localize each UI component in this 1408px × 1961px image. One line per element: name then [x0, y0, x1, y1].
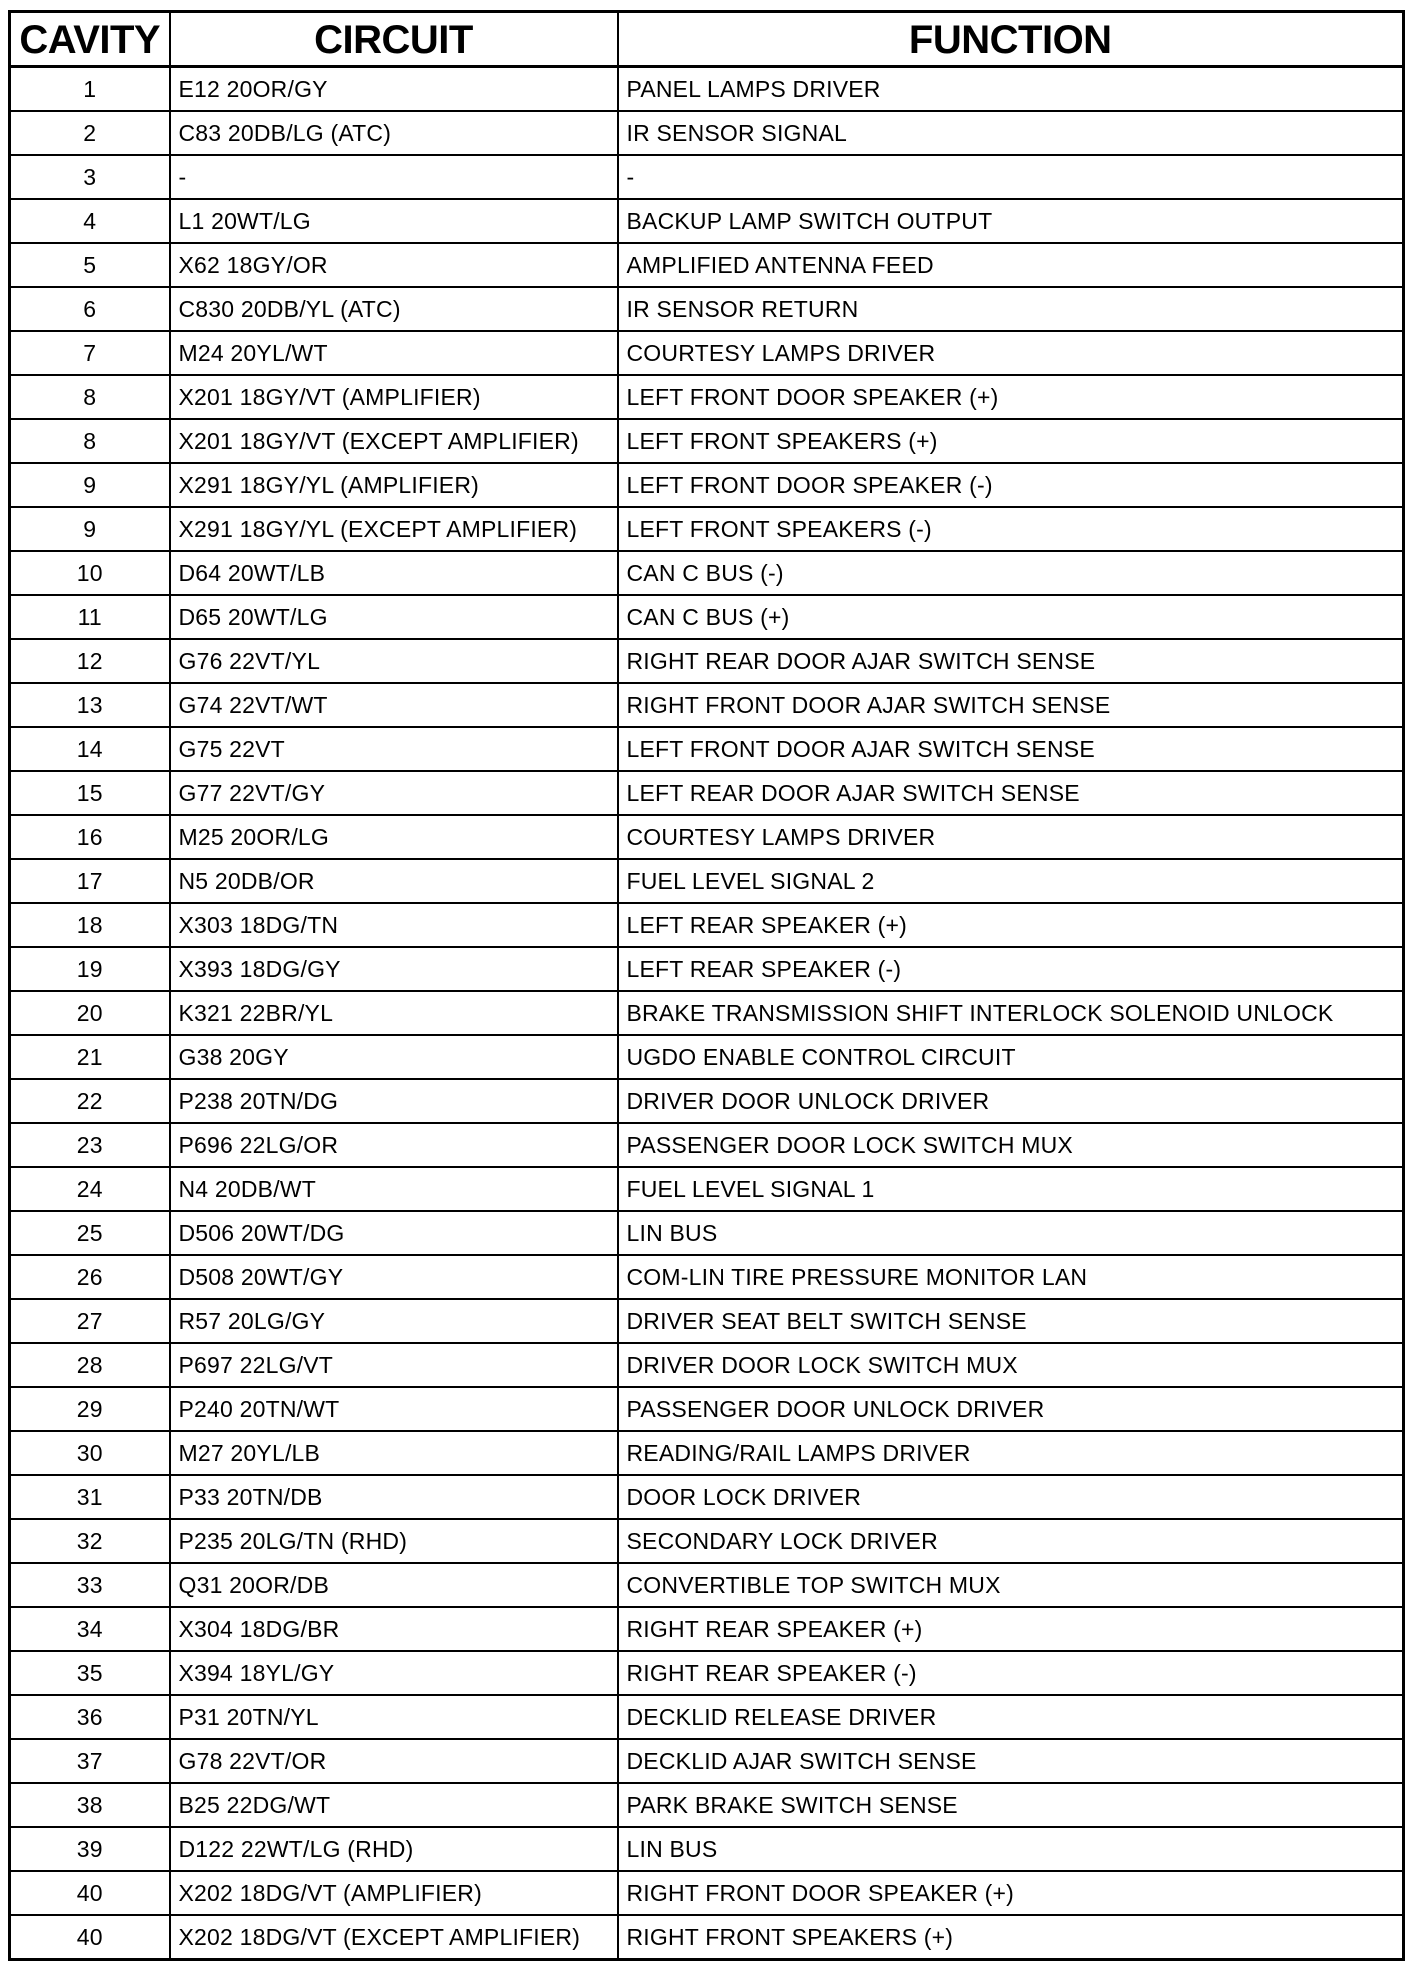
function-cell: LEFT FRONT DOOR SPEAKER (+)	[618, 375, 1404, 419]
circuit-cell: X393 18DG/GY	[170, 947, 618, 991]
circuit-cell: X202 18DG/VT (EXCEPT AMPLIFIER)	[170, 1915, 618, 1960]
table-row	[10, 1079, 1404, 1123]
function-cell: FUEL LEVEL SIGNAL 1	[618, 1167, 1404, 1211]
function-cell: RIGHT REAR DOOR AJAR SWITCH SENSE	[618, 639, 1404, 683]
table-row	[10, 243, 1404, 287]
table-row	[10, 1035, 1404, 1079]
table-row	[10, 947, 1404, 991]
function-cell: PANEL LAMPS DRIVER	[618, 67, 1404, 112]
circuit-cell: P33 20TN/DB	[170, 1475, 618, 1519]
cavity-cell: 16	[10, 815, 170, 859]
circuit-cell: N5 20DB/OR	[170, 859, 618, 903]
function-cell: DOOR LOCK DRIVER	[618, 1475, 1404, 1519]
function-cell: LEFT FRONT SPEAKERS (+)	[618, 419, 1404, 463]
function-cell: PASSENGER DOOR UNLOCK DRIVER	[618, 1387, 1404, 1431]
function-cell: COURTESY LAMPS DRIVER	[618, 331, 1404, 375]
function-cell: READING/RAIL LAMPS DRIVER	[618, 1431, 1404, 1475]
cavity-cell: 21	[10, 1035, 170, 1079]
table-row	[10, 595, 1404, 639]
cavity-cell: 12	[10, 639, 170, 683]
circuit-cell: P235 20LG/TN (RHD)	[170, 1519, 618, 1563]
circuit-cell: X201 18GY/VT (EXCEPT AMPLIFIER)	[170, 419, 618, 463]
circuit-cell: X291 18GY/YL (AMPLIFIER)	[170, 463, 618, 507]
cavity-cell: 28	[10, 1343, 170, 1387]
cavity-cell: 20	[10, 991, 170, 1035]
cavity-cell: 31	[10, 1475, 170, 1519]
circuit-cell: G76 22VT/YL	[170, 639, 618, 683]
function-cell: LIN BUS	[618, 1827, 1404, 1871]
circuit-cell: D64 20WT/LB	[170, 551, 618, 595]
cavity-cell: 37	[10, 1739, 170, 1783]
table-row	[10, 1475, 1404, 1519]
circuit-cell: G77 22VT/GY	[170, 771, 618, 815]
function-cell: DRIVER DOOR LOCK SWITCH MUX	[618, 1343, 1404, 1387]
circuit-cell: X303 18DG/TN	[170, 903, 618, 947]
function-cell: RIGHT REAR SPEAKER (+)	[618, 1607, 1404, 1651]
cavity-cell: 19	[10, 947, 170, 991]
circuit-cell: P696 22LG/OR	[170, 1123, 618, 1167]
cavity-cell: 38	[10, 1783, 170, 1827]
circuit-cell: X304 18DG/BR	[170, 1607, 618, 1651]
cavity-cell: 36	[10, 1695, 170, 1739]
connector-pinout-table	[8, 10, 1405, 1961]
circuit-cell: X201 18GY/VT (AMPLIFIER)	[170, 375, 618, 419]
function-cell: LEFT FRONT SPEAKERS (-)	[618, 507, 1404, 551]
cavity-cell: 18	[10, 903, 170, 947]
circuit-cell: G74 22VT/WT	[170, 683, 618, 727]
circuit-cell: D506 20WT/DG	[170, 1211, 618, 1255]
table-row	[10, 1915, 1404, 1960]
table-row	[10, 1871, 1404, 1915]
connector-pinout-sheet	[8, 10, 1402, 1961]
table-row	[10, 1387, 1404, 1431]
circuit-cell: M25 20OR/LG	[170, 815, 618, 859]
table-row	[10, 551, 1404, 595]
cavity-cell: 8	[10, 375, 170, 419]
function-cell: PASSENGER DOOR LOCK SWITCH MUX	[618, 1123, 1404, 1167]
function-cell: RIGHT FRONT DOOR SPEAKER (+)	[618, 1871, 1404, 1915]
function-cell: CONVERTIBLE TOP SWITCH MUX	[618, 1563, 1404, 1607]
circuit-cell: N4 20DB/WT	[170, 1167, 618, 1211]
table-row	[10, 639, 1404, 683]
cavity-cell: 11	[10, 595, 170, 639]
cavity-cell: 26	[10, 1255, 170, 1299]
cavity-cell: 13	[10, 683, 170, 727]
circuit-cell: C830 20DB/YL (ATC)	[170, 287, 618, 331]
cavity-cell: 9	[10, 463, 170, 507]
function-cell: CAN C BUS (+)	[618, 595, 1404, 639]
function-cell: LEFT REAR DOOR AJAR SWITCH SENSE	[618, 771, 1404, 815]
function-cell: -	[618, 155, 1404, 199]
function-cell: AMPLIFIED ANTENNA FEED	[618, 243, 1404, 287]
circuit-cell: P240 20TN/WT	[170, 1387, 618, 1431]
table-row	[10, 1255, 1404, 1299]
cavity-cell: 30	[10, 1431, 170, 1475]
table-row	[10, 1563, 1404, 1607]
cavity-cell: 5	[10, 243, 170, 287]
table-row	[10, 199, 1404, 243]
cavity-cell: 40	[10, 1871, 170, 1915]
table-row	[10, 331, 1404, 375]
circuit-cell: X62 18GY/OR	[170, 243, 618, 287]
cavity-cell: 3	[10, 155, 170, 199]
cavity-cell: 27	[10, 1299, 170, 1343]
cavity-cell: 29	[10, 1387, 170, 1431]
function-cell: UGDO ENABLE CONTROL CIRCUIT	[618, 1035, 1404, 1079]
cavity-cell: 1	[10, 67, 170, 112]
cavity-cell: 9	[10, 507, 170, 551]
cavity-cell: 15	[10, 771, 170, 815]
circuit-cell: -	[170, 155, 618, 199]
table-row	[10, 1299, 1404, 1343]
function-cell: LEFT FRONT DOOR SPEAKER (-)	[618, 463, 1404, 507]
function-cell: BRAKE TRANSMISSION SHIFT INTERLOCK SOLENOID UNLOCK	[618, 991, 1404, 1035]
cavity-cell: 40	[10, 1915, 170, 1960]
function-cell: DRIVER SEAT BELT SWITCH SENSE	[618, 1299, 1404, 1343]
circuit-cell: G78 22VT/OR	[170, 1739, 618, 1783]
cavity-cell: 39	[10, 1827, 170, 1871]
circuit-cell: Q31 20OR/DB	[170, 1563, 618, 1607]
table-row	[10, 683, 1404, 727]
header-row	[10, 12, 1404, 67]
cavity-cell: 25	[10, 1211, 170, 1255]
table-row	[10, 1827, 1404, 1871]
table-row	[10, 507, 1404, 551]
function-cell: PARK BRAKE SWITCH SENSE	[618, 1783, 1404, 1827]
table-row	[10, 67, 1404, 112]
cavity-cell: 17	[10, 859, 170, 903]
function-cell: COM-LIN TIRE PRESSURE MONITOR LAN	[618, 1255, 1404, 1299]
function-cell: BACKUP LAMP SWITCH OUTPUT	[618, 199, 1404, 243]
table-row	[10, 111, 1404, 155]
circuit-cell: L1 20WT/LG	[170, 199, 618, 243]
circuit-cell: K321 22BR/YL	[170, 991, 618, 1035]
function-cell: RIGHT FRONT SPEAKERS (+)	[618, 1915, 1404, 1960]
function-cell: LEFT REAR SPEAKER (+)	[618, 903, 1404, 947]
cavity-cell: 14	[10, 727, 170, 771]
circuit-cell: X202 18DG/VT (AMPLIFIER)	[170, 1871, 618, 1915]
table-row	[10, 1739, 1404, 1783]
table-row	[10, 903, 1404, 947]
table-row	[10, 1123, 1404, 1167]
table-row	[10, 991, 1404, 1035]
circuit-cell: M24 20YL/WT	[170, 331, 618, 375]
cavity-cell: 23	[10, 1123, 170, 1167]
table-row	[10, 1343, 1404, 1387]
cavity-cell: 2	[10, 111, 170, 155]
circuit-cell: C83 20DB/LG (ATC)	[170, 111, 618, 155]
circuit-cell: P238 20TN/DG	[170, 1079, 618, 1123]
table-row	[10, 815, 1404, 859]
table-row	[10, 1651, 1404, 1695]
circuit-cell: D508 20WT/GY	[170, 1255, 618, 1299]
circuit-cell: E12 20OR/GY	[170, 67, 618, 112]
table-row	[10, 287, 1404, 331]
table-row	[10, 1607, 1404, 1651]
cavity-cell: 8	[10, 419, 170, 463]
circuit-cell: M27 20YL/LB	[170, 1431, 618, 1475]
function-cell: DECKLID RELEASE DRIVER	[618, 1695, 1404, 1739]
header-circuit: CIRCUIT	[170, 12, 618, 67]
circuit-cell: G75 22VT	[170, 727, 618, 771]
circuit-cell: X291 18GY/YL (EXCEPT AMPLIFIER)	[170, 507, 618, 551]
function-cell: IR SENSOR RETURN	[618, 287, 1404, 331]
header-cavity: CAVITY	[10, 12, 170, 67]
circuit-cell: B25 22DG/WT	[170, 1783, 618, 1827]
function-cell: RIGHT REAR SPEAKER (-)	[618, 1651, 1404, 1695]
function-cell: IR SENSOR SIGNAL	[618, 111, 1404, 155]
header-function: FUNCTION	[618, 12, 1404, 67]
function-cell: LEFT REAR SPEAKER (-)	[618, 947, 1404, 991]
function-cell: FUEL LEVEL SIGNAL 2	[618, 859, 1404, 903]
circuit-cell: X394 18YL/GY	[170, 1651, 618, 1695]
cavity-cell: 33	[10, 1563, 170, 1607]
table-row	[10, 1211, 1404, 1255]
function-cell: COURTESY LAMPS DRIVER	[618, 815, 1404, 859]
table-row	[10, 1431, 1404, 1475]
function-cell: RIGHT FRONT DOOR AJAR SWITCH SENSE	[618, 683, 1404, 727]
cavity-cell: 4	[10, 199, 170, 243]
function-cell: DECKLID AJAR SWITCH SENSE	[618, 1739, 1404, 1783]
cavity-cell: 6	[10, 287, 170, 331]
table-row	[10, 375, 1404, 419]
table-row	[10, 419, 1404, 463]
table-row	[10, 155, 1404, 199]
table-row	[10, 1167, 1404, 1211]
circuit-cell: D65 20WT/LG	[170, 595, 618, 639]
circuit-cell: R57 20LG/GY	[170, 1299, 618, 1343]
function-cell: SECONDARY LOCK DRIVER	[618, 1519, 1404, 1563]
table-row	[10, 463, 1404, 507]
table-row	[10, 727, 1404, 771]
function-cell: DRIVER DOOR UNLOCK DRIVER	[618, 1079, 1404, 1123]
cavity-cell: 7	[10, 331, 170, 375]
table-row	[10, 1695, 1404, 1739]
cavity-cell: 34	[10, 1607, 170, 1651]
table-row	[10, 771, 1404, 815]
function-cell: LIN BUS	[618, 1211, 1404, 1255]
circuit-cell: P31 20TN/YL	[170, 1695, 618, 1739]
cavity-cell: 32	[10, 1519, 170, 1563]
table-row	[10, 1783, 1404, 1827]
cavity-cell: 10	[10, 551, 170, 595]
circuit-cell: G38 20GY	[170, 1035, 618, 1079]
function-cell: LEFT FRONT DOOR AJAR SWITCH SENSE	[618, 727, 1404, 771]
circuit-cell: D122 22WT/LG (RHD)	[170, 1827, 618, 1871]
cavity-cell: 35	[10, 1651, 170, 1695]
cavity-cell: 24	[10, 1167, 170, 1211]
circuit-cell: P697 22LG/VT	[170, 1343, 618, 1387]
table-row	[10, 859, 1404, 903]
cavity-cell: 22	[10, 1079, 170, 1123]
table-row	[10, 1519, 1404, 1563]
function-cell: CAN C BUS (-)	[618, 551, 1404, 595]
